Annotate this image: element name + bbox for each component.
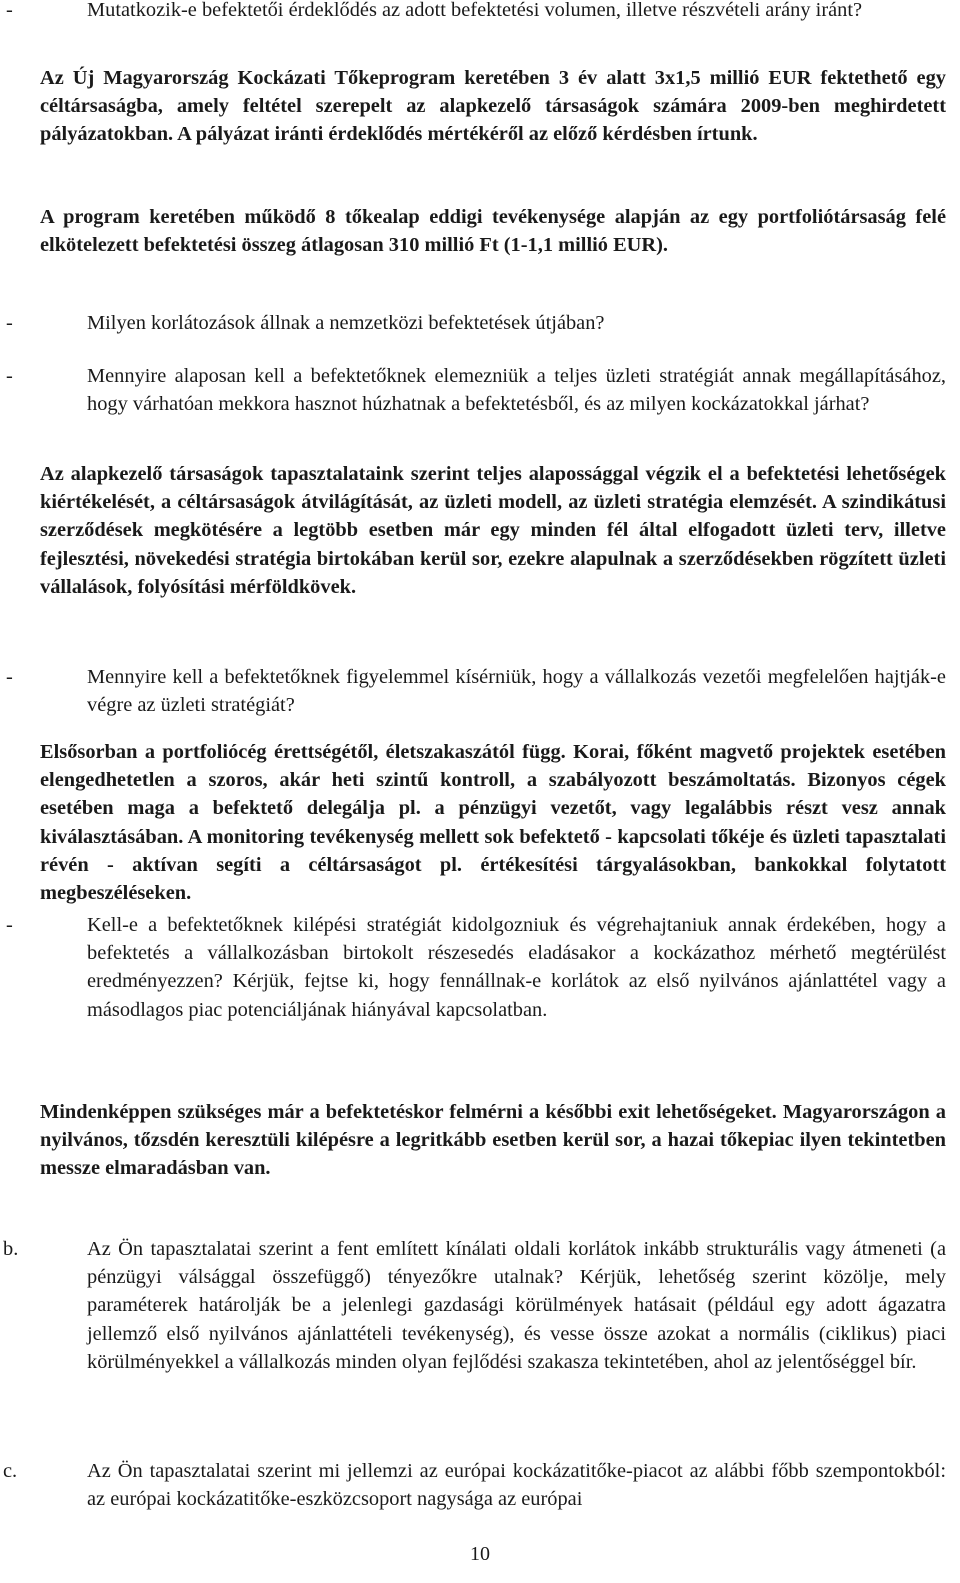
list-letter-c: c.: [3, 1460, 18, 1482]
answer-paragraph-portfolio-maturity: Elsősorban a portfoliócég érettségétől, életszakaszától függ. Korai, főként magvető projektek esetében elengedhetetlen a szoros, akár heti szintű kontroll, a szabályozott beszámoltatás. Bizonyos cégek esetében maga a befektető delegálja pl. a pénzügyi vezetőt, vagy legalábbis részt vesz annak kiválasztásában. A monitoring tevékenység mellett sok befektető - kapcsolati tőkéje és üzleti tapasztalati révén - aktívan segíti a céltársaságot pl. értékesítési tárgyalásokban, bankokkal folytatott megbeszéléseken.: [40, 741, 946, 905]
bullet-dash: -: [6, 365, 13, 387]
list-letter-b: b.: [3, 1238, 19, 1260]
question-text: Kell-e a befektetőknek kilépési stratégiát kidolgozniuk és végrehajtaniuk annak érdekében, hogy a befektetés a vállalkozásban birtokolt részesedés eladásakor a kockázathoz mérhető megtérülést eredményezzen? Kérjük, fejtse ki, hogy fennállnak-e korlátok az első nyilvános ajánlattétel vagy a másodlagos piac potenciáljának hiányával kapcsolatban.: [87, 914, 946, 1021]
answer-paragraph-program-limits: Az Új Magyarország Kockázati Tőkeprogram keretében 3 év alatt 3x1,5 millió EUR fektethető egy céltársaságba, amely feltétel szerepelt az alapkezelő társaságok számára 2009-ben meghirdetett pályázatokban. A pályázat iránti érdeklődés mértékéről az előző kérdésben írtunk.: [40, 67, 946, 146]
bullet-dash: -: [6, 312, 13, 334]
question-text: Milyen korlátozások állnak a nemzetközi befektetések útjában?: [87, 312, 605, 334]
bullet-dash: -: [6, 914, 13, 936]
question-text: Mutatkozik-e befektetői érdeklődés az adott befektetési volumen, illetve részvételi arány iránt?: [87, 0, 863, 21]
answer-paragraph-exit-possibilities: Mindenképpen szükséges már a befektetéskor felmérni a későbbi exit lehetőségeket. Magyarországon a nyilvános, tőzsdén keresztüli kilépésre a legritkább esetben kerül sor, a hazai tőkepiac ilyen tekintetben messze elmaradásban van.: [40, 1101, 946, 1180]
question-text: Mennyire alaposan kell a befektetőknek elemezniük a teljes üzleti stratégiát annak megállapításához, hogy várhatóan mekkora hasznot húzhatnak a befektetésből, és az milyen kockázatokkal járhat?: [87, 365, 946, 416]
question-text: Az Ön tapasztalatai szerint a fent említett kínálati oldali korlátok inkább strukturális vagy átmeneti (a pénzügyi válsággal összefüggő) tényezőkre utalnak? Kérjük, lehetőség szerint közölje, mely paraméterek határolják be a jelenlegi gazdasági körülmények hatásait (például egy adott ágazatra jellemző első nyilvános ajánlattételi tevékenység), és vesse össze azokat a normális (ciklikus) piaci körülményekkel a vállalkozás minden olyan fejlődési szakasza tekintetében, ahol az jelentőséggel bír.: [87, 1238, 946, 1373]
question-text: Mennyire kell a befektetőknek figyelemmel kísérniük, hogy a vállalkozás vezetői megfelelően hajtják-e végre az üzleti stratégiát?: [87, 666, 946, 717]
question-text: Az Ön tapasztalatai szerint mi jellemzi az európai kockázatitőke-piacot az alábbi főbb szempontokból: az európai kockázatitőke-eszközcsoport nagysága az európai: [87, 1460, 946, 1511]
bullet-dash: -: [6, 666, 13, 688]
answer-paragraph-average-commitment: A program keretében működő 8 tőkealap eddigi tevékenysége alapján az egy portfoliótársaság felé elkötelezett befektetési összeg átlagosan 310 millió Ft (1-1,1 millió EUR).: [40, 206, 946, 257]
answer-paragraph-due-diligence: Az alapkezelő társaságok tapasztalataink szerint teljes alapossággal végzik el a befektetési lehetőségek kiértékelését, a céltársaságok átvilágítását, az üzleti modell, az üzleti stratégia elemzését. A szindikátusi szerződések megkötésére a legtöbb esetben már egy minden fél által elfogadott üzleti terv, illetve fejlesztési, növekedési stratégia birtokában kerül sor, ezekre alapulnak a szerződésekben rögzített üzleti vállalások, folyósítási mérföldkövek.: [40, 463, 946, 598]
bullet-dash: -: [6, 0, 13, 21]
page-number: 10: [470, 1543, 490, 1565]
